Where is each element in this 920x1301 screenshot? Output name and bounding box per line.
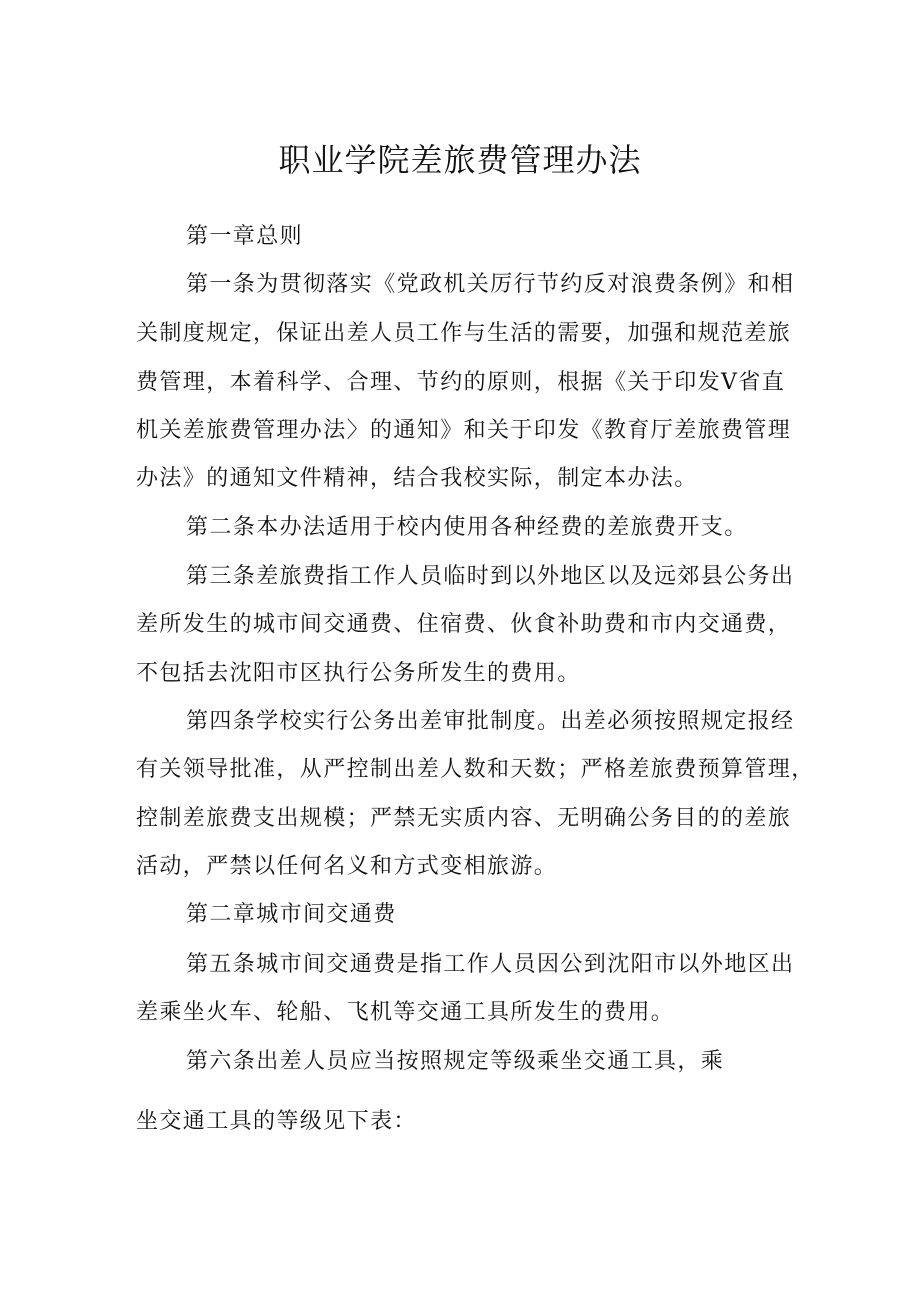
- paragraph-line: 第六条出差人员应当按照规定等级乘坐交通工具，乘: [186, 1049, 725, 1074]
- paragraph-line: 差所发生的城市间交通费、住宿费、伙食补助费和市内交通费，: [136, 612, 792, 637]
- document-title: 职业学院差旅费管理办法: [278, 141, 642, 179]
- paragraph-line: 第二条本办法适用于校内使用各种经费的差旅费开支。: [186, 515, 748, 540]
- paragraph-line: 有关领导批准，从严控制出差人数和天数；严格差旅费预算管理，: [136, 757, 815, 782]
- chapter-heading: 第一章总则: [186, 224, 304, 249]
- paragraph-line: 活动，严禁以任何名义和方式变相旅游。: [136, 854, 558, 879]
- paragraph-line: 关制度规定，保证出差人员工作与生活的需要，加强和规范差旅: [136, 321, 792, 346]
- chapter-heading: 第二章城市间交通费: [186, 902, 397, 927]
- paragraph-line: 坐交通工具的等级见下表：: [136, 1109, 417, 1134]
- paragraph-line: 办法》的通知文件精神，结合我校实际，制定本办法。: [136, 466, 698, 491]
- paragraph-line: 不包括去沈阳市区执行公务所发生的费用。: [136, 661, 581, 686]
- paragraph-line: 第三条差旅费指工作人员临时到以外地区以及远郊县公务出: [186, 564, 795, 589]
- paragraph-line: 第五条城市间交通费是指工作人员因公到沈阳市以外地区出: [186, 952, 795, 977]
- paragraph-line: 机关差旅费管理办法〉的通知》和关于印发《教育厅差旅费管理: [136, 418, 792, 443]
- paragraph-line: 控制差旅费支出规模；严禁无实质内容、无明确公务目的的差旅: [136, 806, 792, 831]
- paragraph-line: 费管理，本着科学、合理、节约的原则，根据《关于印发V省直: [136, 370, 786, 395]
- paragraph-line: 第一条为贯彻落实《党政机关厉行节约反对浪费条例》和相: [186, 272, 795, 297]
- paragraph-line: 第四条学校实行公务出差审批制度。出差必须按照规定报经: [186, 709, 795, 734]
- paragraph-line: 差乘坐火车、轮船、飞机等交通工具所发生的费用。: [136, 1000, 675, 1025]
